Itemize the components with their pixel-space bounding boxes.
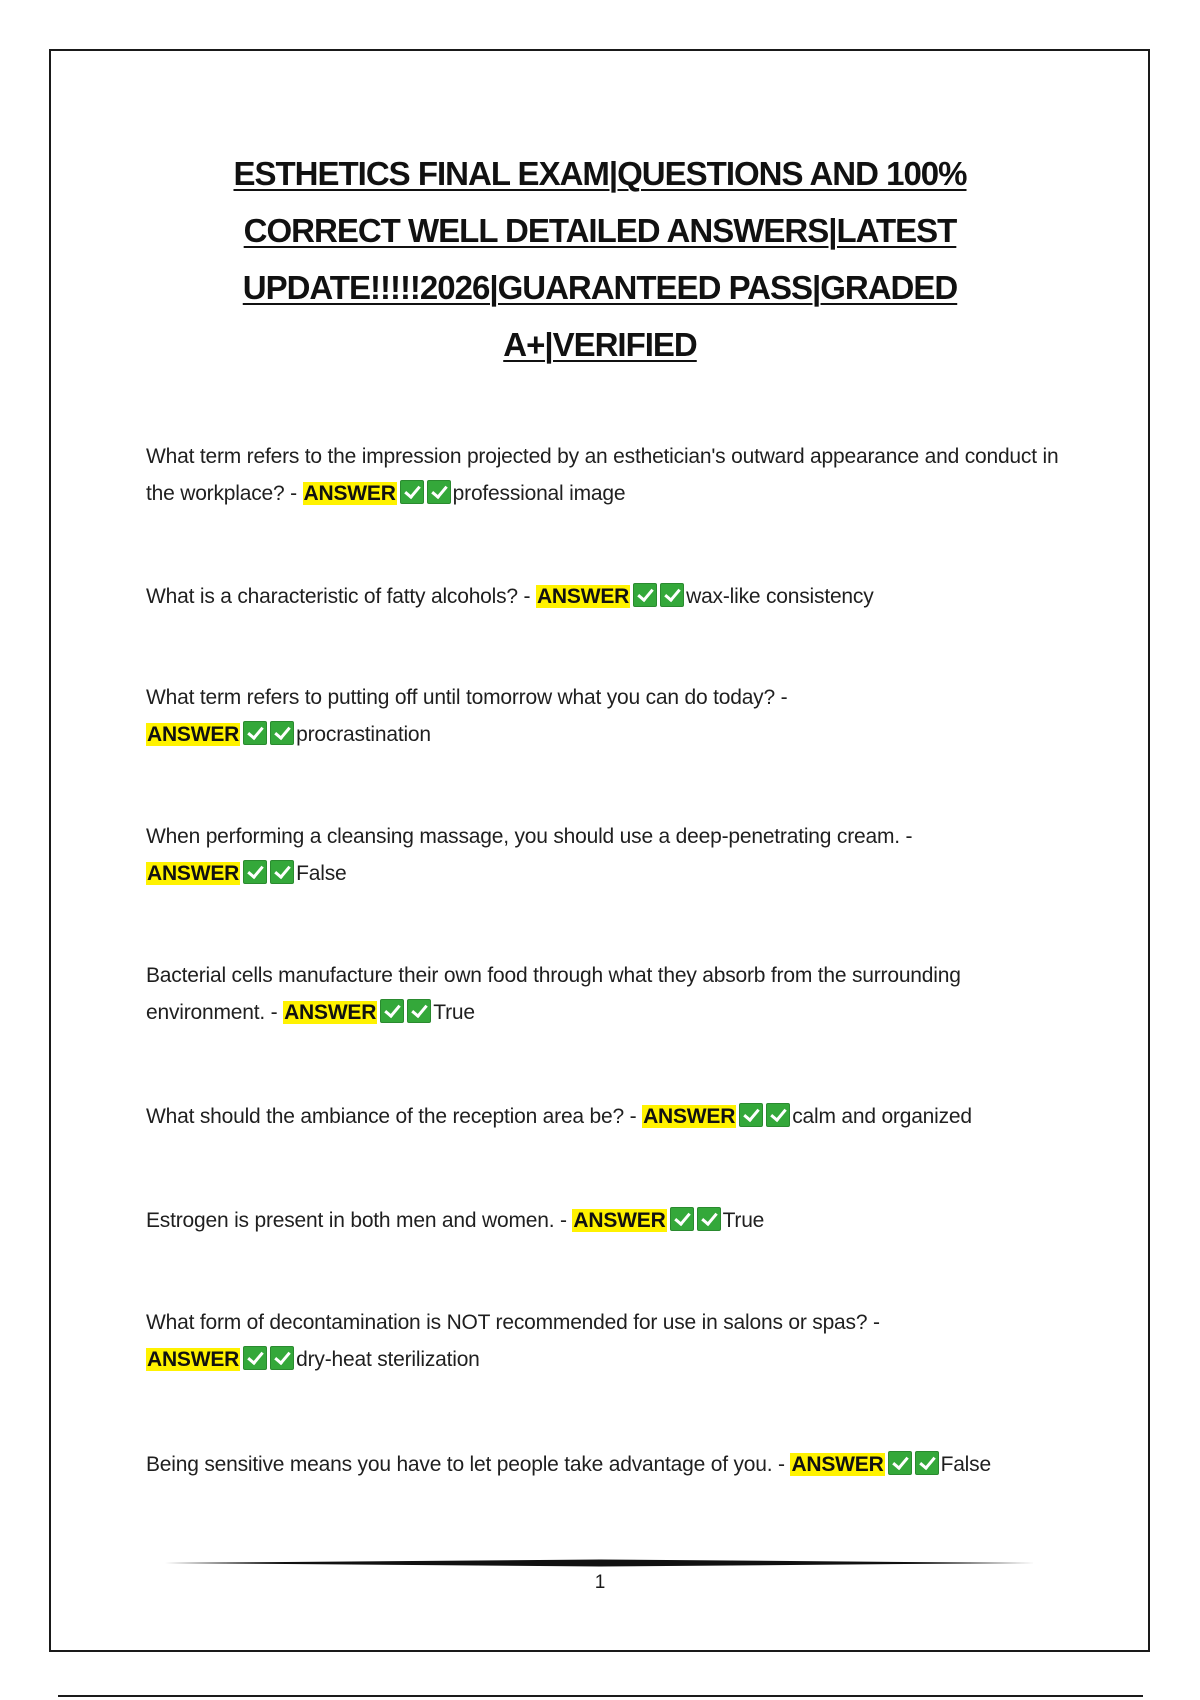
qa-item bbox=[146, 1304, 1076, 1378]
answer-label: ANSWER bbox=[147, 723, 240, 746]
answer-text: False bbox=[940, 1453, 991, 1476]
answer-label: ANSWER bbox=[643, 1105, 736, 1128]
qa-item bbox=[146, 1202, 1076, 1239]
answer-text: wax-like consistency bbox=[686, 585, 874, 608]
qa-item bbox=[146, 578, 1076, 615]
check-mark-icon bbox=[888, 1451, 912, 1475]
check-mark-icon bbox=[270, 860, 294, 884]
check-mark-icon bbox=[660, 583, 684, 607]
check-mark-icon bbox=[243, 860, 267, 884]
qa-item bbox=[146, 1446, 1076, 1483]
question-text: Bacterial cells manufacture their own food through what they absorb from the surrounding environment. - bbox=[146, 964, 961, 1024]
question-text: When performing a cleansing massage, you should use a deep-penetrating cream. - bbox=[146, 825, 913, 848]
check-mark-icon bbox=[270, 721, 294, 745]
next-page-edge bbox=[58, 1695, 1143, 1697]
check-mark-icon bbox=[380, 999, 404, 1023]
question-text: Estrogen is present in both men and women. - bbox=[146, 1209, 567, 1232]
footer-divider-shape bbox=[165, 1560, 1035, 1567]
check-mark-icon bbox=[243, 1346, 267, 1370]
check-mark-icon bbox=[739, 1103, 763, 1127]
check-mark-icon bbox=[400, 480, 424, 504]
answer-text: professional image bbox=[452, 482, 626, 505]
title-line-3: UPDATE!!!!!2026|GUARANTEED PASS|GRADED bbox=[242, 269, 958, 306]
qa-item bbox=[146, 679, 1076, 753]
answer-text: dry-heat sterilization bbox=[296, 1348, 480, 1371]
answer-label: ANSWER bbox=[303, 482, 396, 505]
answer-text: calm and organized bbox=[792, 1105, 972, 1128]
question-text: Being sensitive means you have to let people take advantage of you. - bbox=[146, 1453, 785, 1476]
answer-label: ANSWER bbox=[791, 1453, 884, 1476]
check-mark-icon bbox=[407, 999, 431, 1023]
question-text: What is a characteristic of fatty alcohols? - bbox=[146, 585, 531, 608]
answer-text: procrastination bbox=[296, 723, 431, 746]
answer-text: False bbox=[296, 862, 347, 885]
check-mark-icon bbox=[915, 1451, 939, 1475]
check-mark-icon bbox=[697, 1207, 721, 1231]
title-line-4: A+|VERIFIED bbox=[503, 326, 697, 363]
qa-item bbox=[146, 818, 1076, 892]
answer-label: ANSWER bbox=[147, 1348, 240, 1371]
title-line-2: CORRECT WELL DETAILED ANSWERS|LATEST bbox=[243, 212, 957, 249]
answer-label: ANSWER bbox=[284, 1001, 377, 1024]
page-number: 1 bbox=[594, 1572, 606, 1593]
question-text: What term refers to the impression projected by an esthetician's outward appearance and conduct in the workplace? - bbox=[146, 445, 1059, 505]
answer-label: ANSWER bbox=[573, 1209, 666, 1232]
qa-item bbox=[146, 438, 1076, 512]
answer-text: True bbox=[433, 1001, 475, 1024]
title-line-1: ESTHETICS FINAL EXAM|QUESTIONS AND 100% bbox=[233, 155, 967, 192]
answer-label: ANSWER bbox=[536, 585, 630, 608]
footer-divider bbox=[165, 1559, 1035, 1567]
document-title bbox=[145, 145, 1055, 373]
answer-label: ANSWER bbox=[147, 862, 240, 885]
check-mark-icon bbox=[670, 1207, 694, 1231]
qa-item bbox=[146, 1098, 1076, 1135]
question-text: What term refers to putting off until tomorrow what you can do today? - bbox=[146, 686, 788, 709]
answer-text: True bbox=[722, 1209, 765, 1232]
question-text: What should the ambiance of the reception area be? - bbox=[146, 1105, 637, 1128]
check-mark-icon bbox=[633, 583, 657, 607]
qa-item bbox=[146, 957, 1076, 1031]
check-mark-icon bbox=[766, 1103, 790, 1127]
check-mark-icon bbox=[427, 480, 451, 504]
question-text: What form of decontamination is NOT recommended for use in salons or spas? - bbox=[146, 1311, 880, 1334]
check-mark-icon bbox=[243, 721, 267, 745]
check-mark-icon bbox=[270, 1346, 294, 1370]
